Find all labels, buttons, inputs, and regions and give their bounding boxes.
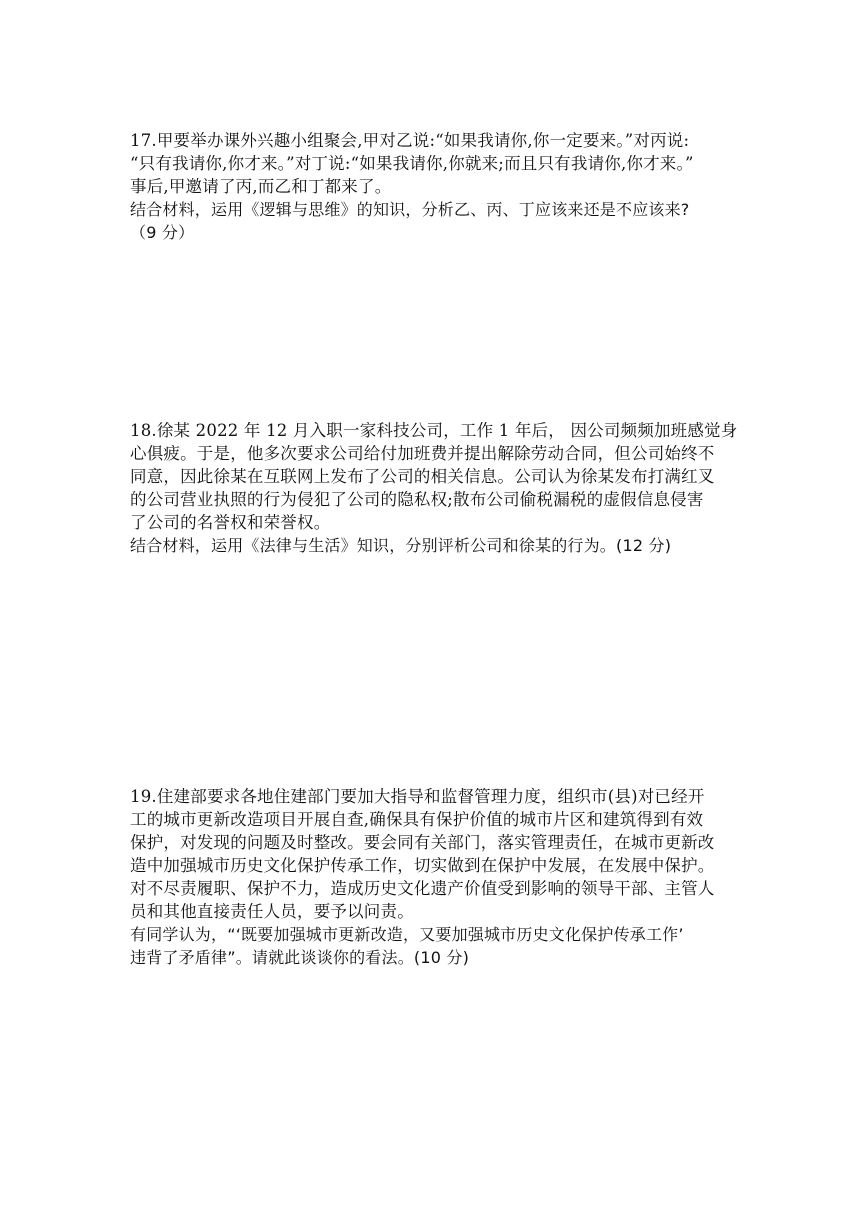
q19-material-line-1: 19.住建部要求各地住建部门要加大指导和监督管理力度，组织市(县)对已经开 (130, 787, 705, 806)
q19-prompt-line-2: 违背了矛盾律”。请就此谈谈你的看法。(10 分) (130, 948, 470, 967)
q17-material-line-2: “只有我请你,你才来。”对丁说:“如果我请你,你就来;而且只有我请你,你才来。” (130, 154, 694, 173)
q18-material-line-3: 同意，因此徐某在互联网上发布了公司的相关信息。公司认为徐某发布打满红叉 (130, 467, 715, 486)
q18-prompt-line-1: 结合材料，运用《法律与生活》知识，分别评析公司和徐某的行为。(12 分) (130, 536, 672, 555)
q17-material-line-1: 17.甲要举办课外兴趣小组聚会,甲对乙说:“如果我请你,你一定要来。”对丙说: (130, 131, 690, 150)
question-17 (130, 129, 740, 244)
q19-prompt-line-1: 有同学认为，“‘既要加强城市更新改造，又要加强城市历史文化保护传承工作’ (130, 925, 684, 944)
q19-material-line-3: 保护，对发现的问题及时整改。要会同有关部门，落实管理责任，在城市更新改 (130, 833, 715, 852)
q19-material-line-4: 造中加强城市历史文化保护传承工作，切实做到在保护中发展，在发展中保护。 (130, 856, 715, 875)
q17-prompt-line-2: （9 分） (130, 223, 195, 242)
q19-material-line-5: 对不尽责履职、保护不力，造成历史文化遗产价值受到影响的领导干部、主管人 (130, 879, 715, 898)
question-18 (130, 419, 740, 557)
q19-material-line-6: 员和其他直接责任人员，要予以问责。 (130, 902, 414, 921)
q18-material-line-1: 18.徐某 2022 年 12 月入职一家科技公司，工作 1 年后， 因公司频频加班感觉身 (130, 421, 738, 440)
q17-material-line-3: 事后,甲邀请了丙,而乙和丁都来了。 (130, 177, 392, 196)
q18-material-line-4: 的公司营业执照的行为侵犯了公司的隐私权;散布公司偷税漏税的虚假信息侵害 (130, 490, 704, 509)
question-19 (130, 785, 740, 969)
q18-material-line-2: 心俱疲。于是，他多次要求公司给付加班费并提出解除劳动合同，但公司始终不 (130, 444, 715, 463)
q17-prompt-line-1: 结合材料，运用《逻辑与思维》的知识，分析乙、丙、丁应该来还是不应该来? (130, 200, 690, 219)
q19-material-line-2: 工的城市更新改造项目开展自查,确保具有保护价值的城市片区和建筑得到有效 (130, 810, 704, 829)
q18-material-line-5: 了公司的名誉权和荣誉权。 (130, 513, 331, 532)
